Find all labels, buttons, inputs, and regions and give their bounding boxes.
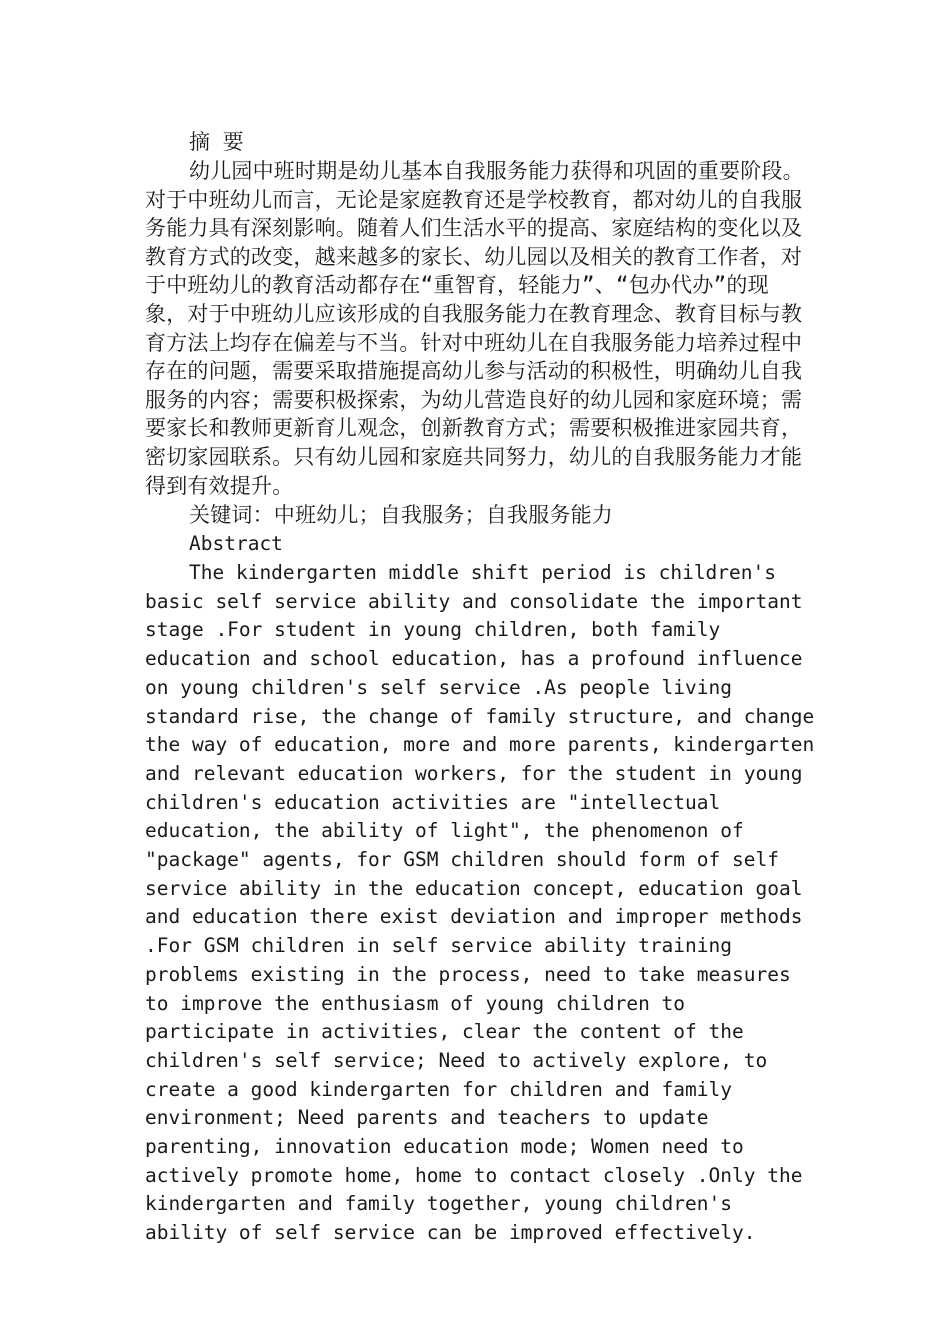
english-abstract-body: The kindergarten middle shift period is children's basic self service ability and consolidate the important stage .For student in young children, both family education and school education, has a profound influence on young children's self service .As people living standard rise, the change of family structure, and change the way of education, more and more parents, kindergarten and relevant education workers, for the student in young children's education activities are "intellectual education, the ability of light", the phenomenon of "package" agents, for GSM children should form of self service ability in the education concept, education goal and education there exist deviation and improper methods .For GSM children in self service ability training problems existing in the process, need to take measures to improve the enthusiasm of young children to participate in activities, clear the content of the children's self service; Need to actively explore, to create a good kindergarten for children and family environment; Need parents and teachers to update parenting, innovation education mode; Women need to actively promote home, home to contact closely .Only the kindergarten and family together, young children's ability of self service can be improved effectively. (145, 561, 815, 1245)
chinese-abstract-body: 幼儿园中班时期是幼儿基本自我服务能力获得和巩固的重要阶段。对于中班幼儿而言，无论是家庭教育还是学校教育，都对幼儿的自我服务能力具有深刻影响。随着人们生活水平的提高、家庭结构的变化以及教育方式的改变，越来越多的家长、幼儿园以及相关的教育工作者，对于中班幼儿的教育活动都存在“重智育，轻能力”、“包办代办”的现象，对于中班幼儿应该形成的自我服务能力在教育理念、教育目标与教育方法上均存在偏差与不当。针对中班幼儿在自我服务能力培养过程中存在的问题，需要采取措施提高幼儿参与活动的积极性，明确幼儿自我服务的内容；需要积极探索，为幼儿营造良好的幼儿园和家庭环境；需要家长和教师更新育儿观念，创新教育方式；需要积极推进家园共育，密切家园联系。只有幼儿园和家庭共同努力，幼儿的自我服务能力才能得到有效提升。 (145, 159, 804, 498)
english-abstract-heading: Abstract (189, 532, 283, 555)
keywords-line: 关键词：中班幼儿；自我服务；自我服务能力 (189, 503, 613, 527)
chinese-abstract-heading: 摘 要 (189, 130, 244, 154)
